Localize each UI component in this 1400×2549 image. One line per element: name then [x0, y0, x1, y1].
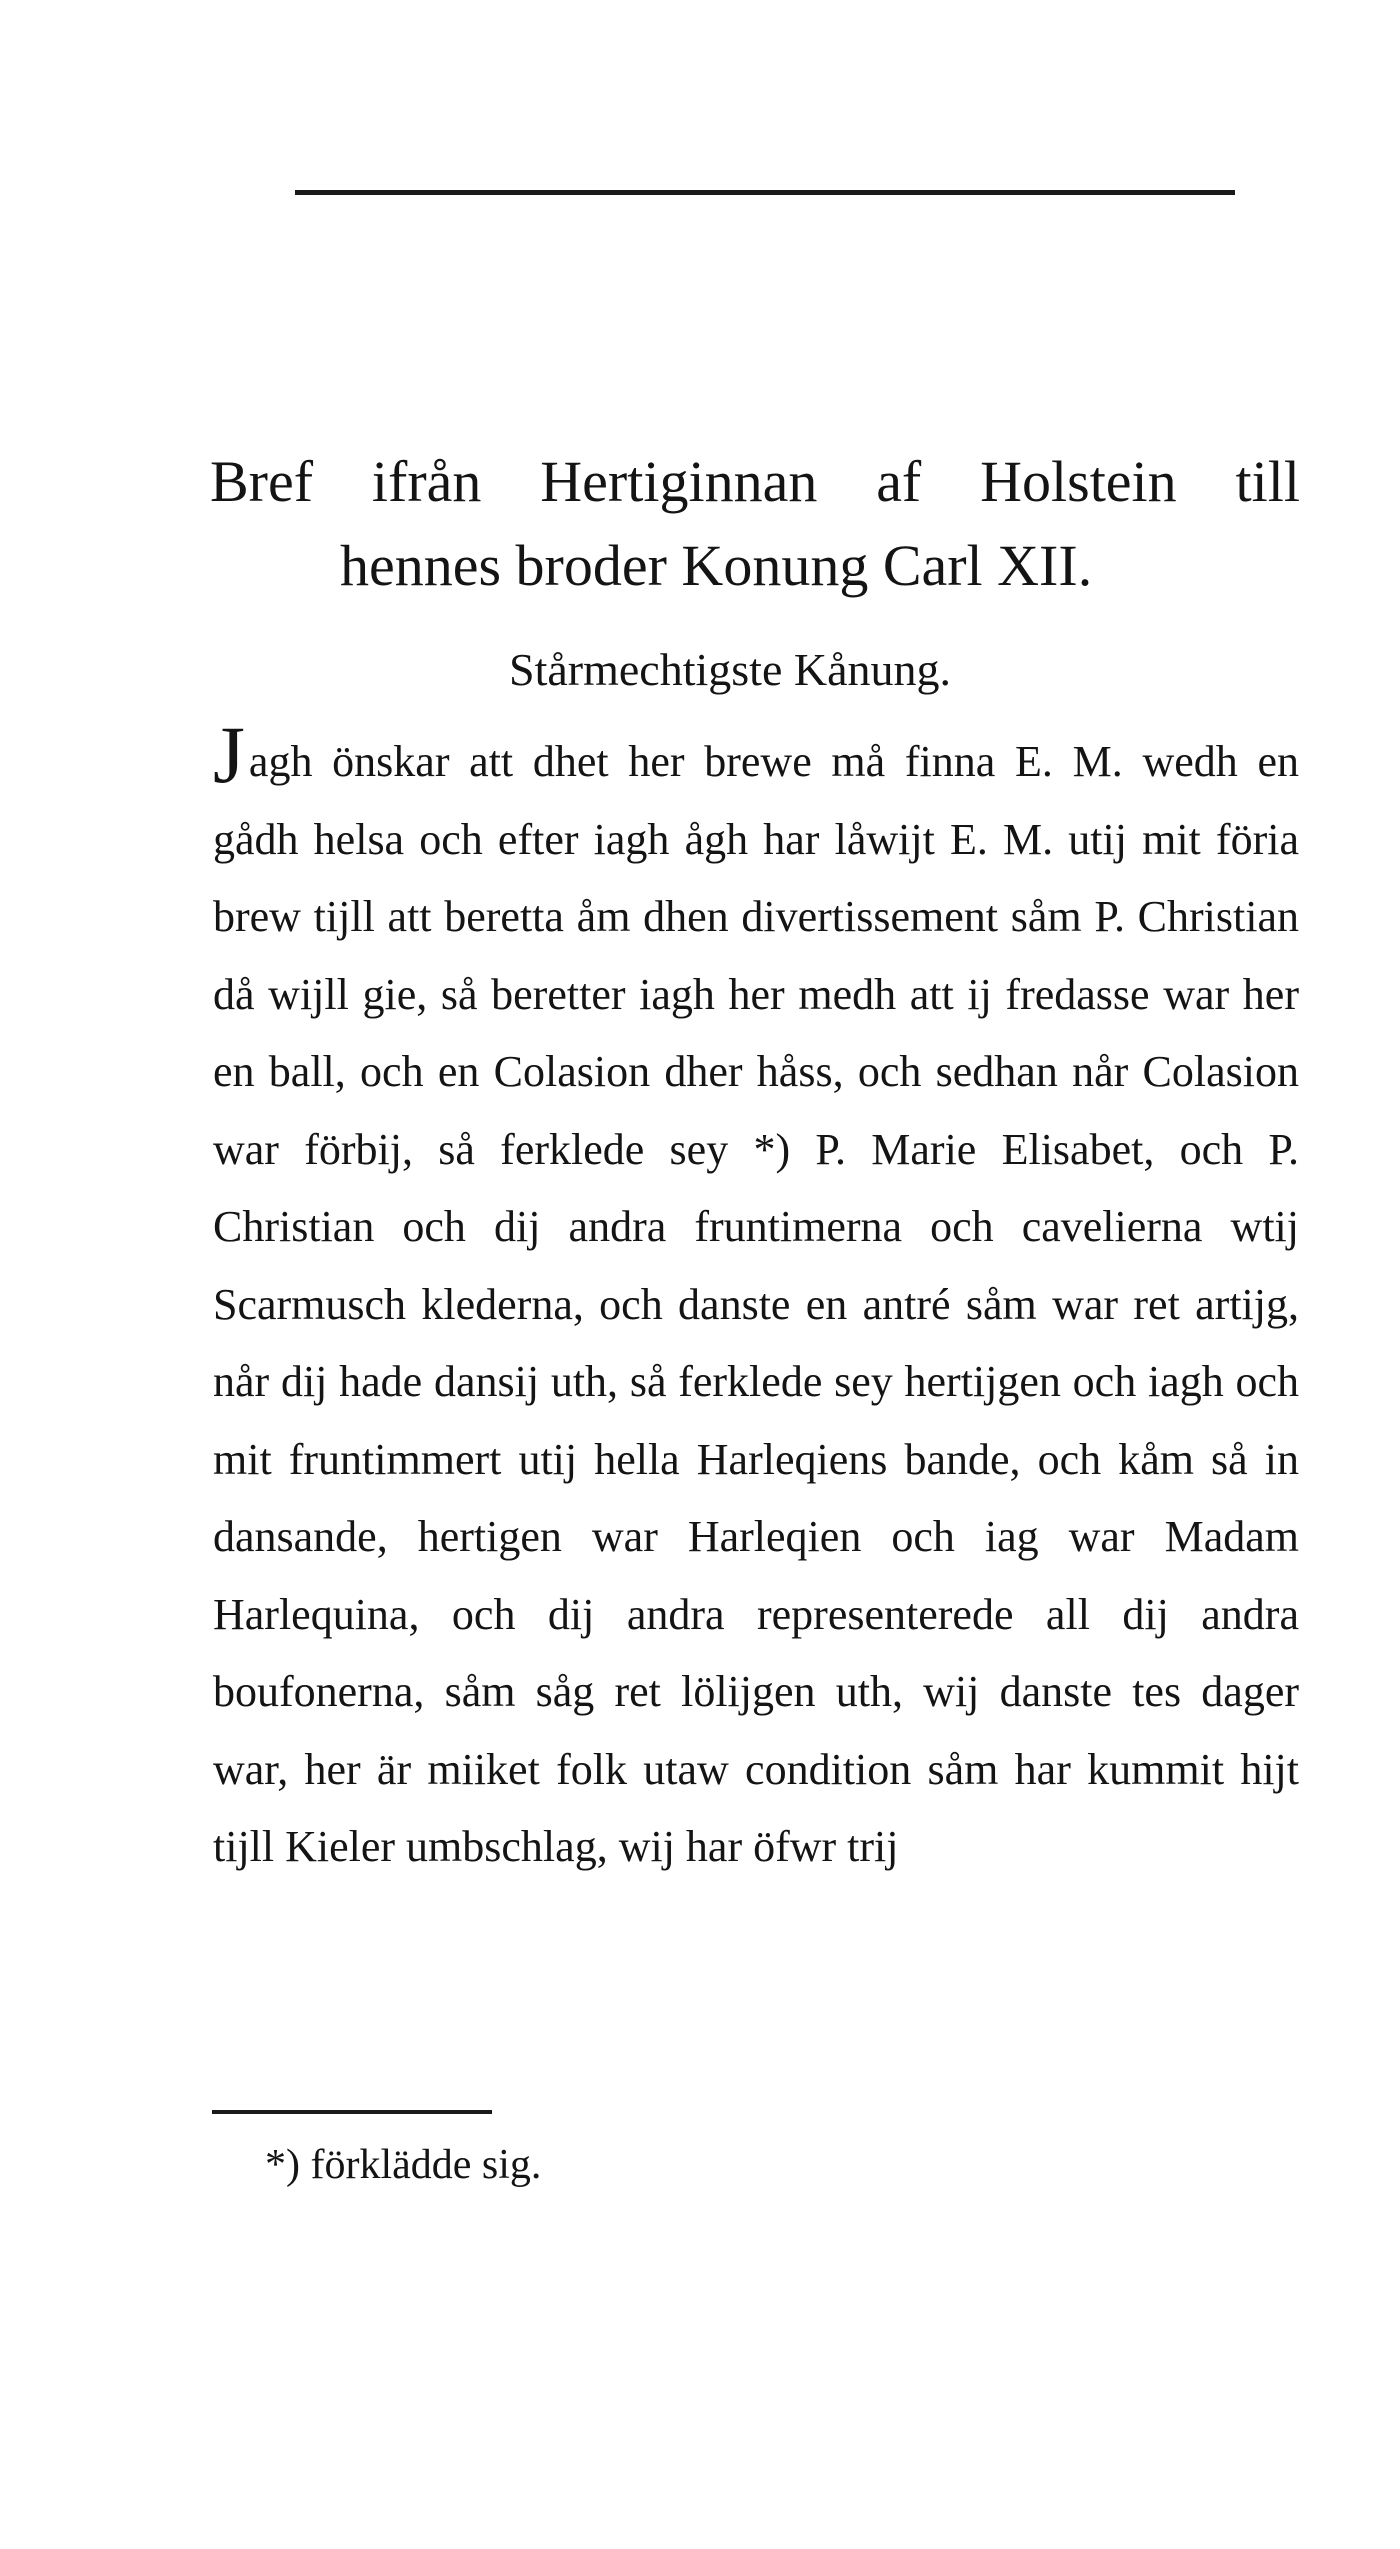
- footnote-rule: [212, 2110, 492, 2114]
- header-rule: [295, 190, 1235, 195]
- drop-cap: J: [213, 709, 245, 800]
- body-paragraph: agh önskar att dhet her brewe må finna E. M. wedh en gådh helsa och efter iagh ågh har låwijt E. M. utij mit föria brew tijll att beretta åm dhen divertissement såm P. Christian då wijll gie, så beretter iagh her medh att ij fredasse war her en ball, och en Colasion dher håss, och sedhan når Colasion war förbij, så ferklede sey *) P. Marie Elisabet, och P. Christian och dij andra fruntimerna och cavelierna wtij Scarmusch klederna, och danste en antré såm war ret artijg, når dij hade dansij uth, så ferklede sey hertijgen och iagh och mit fruntimmert utij hella Harleqiens bande, och kåm så in dansande, hertigen war Harleqien och iag war Madam Harlequina, och dij andra representerede all dij andra boufonerna, såm såg ret lölijgen uth, wij danste tes dager war, her är miiket folk utaw condition såm har kummit hijt tijll Kieler umbschlag, wij har öfwr trij: [213, 737, 1299, 1871]
- salutation: Stårmechtigste Kånung.: [508, 644, 951, 695]
- footnote: *) förklädde sig.: [265, 2142, 542, 2188]
- title-line-1: Bref ifrån Hertiginnan af Holstein till: [210, 449, 1300, 514]
- title-line-2: hennes broder Konung Carl XII.: [340, 533, 1093, 598]
- letter-body: [213, 709, 1299, 1886]
- letter-title: [210, 440, 1300, 608]
